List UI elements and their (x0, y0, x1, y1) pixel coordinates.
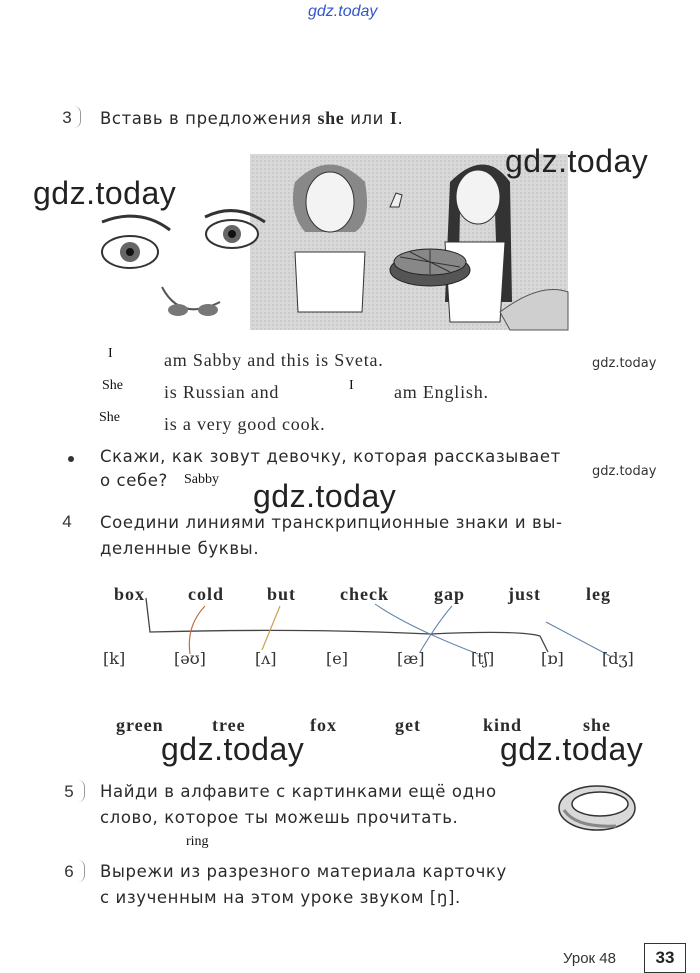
phoneme-dzh: [dʒ] (602, 649, 634, 668)
answer-2: She (102, 378, 123, 393)
task-6-brace (78, 860, 85, 882)
answer-2b: I (349, 378, 354, 393)
watermark-small: gdz.today (592, 464, 657, 479)
task-5-line-2: слово, которое ты можешь прочитать. (100, 808, 459, 827)
phoneme-tsh: [tʃ] (471, 649, 495, 668)
word-gap: gap (434, 584, 466, 604)
watermark-small: gdz.today (592, 356, 657, 371)
watermark-large: gdz.today (33, 175, 177, 211)
word-box: box (114, 584, 146, 604)
lesson-label: Урок 48 (563, 950, 616, 967)
word-green: green (116, 715, 164, 735)
task-4-instruction-1: Соедини линиями транскрипционные знаки и вы- (100, 513, 563, 532)
task-6-number: 6 (64, 862, 74, 881)
sentence-1: am Sabby and this is Sveta. (164, 350, 384, 370)
word-tree: tree (212, 715, 246, 735)
task-6-line-2: с изученным на этом уроке звуком [ŋ]. (100, 888, 461, 907)
watermark-large: gdz.today (253, 478, 397, 514)
task-5-brace (78, 780, 85, 802)
task-6-line-1: Вырежи из разрезного материала карточку (100, 862, 507, 881)
phoneme-wedge: [ʌ] (255, 649, 277, 668)
answer-3: She (99, 410, 120, 425)
phoneme-o: [ɒ] (541, 649, 564, 668)
phoneme-ou: [əʊ] (174, 649, 206, 668)
word-cold: cold (188, 584, 225, 604)
task-5-number: 5 (64, 782, 74, 801)
task-4-instruction-2: деленные буквы. (100, 539, 260, 558)
sentence-2b: am English. (394, 382, 489, 402)
page-number: 33 (644, 943, 686, 973)
task-3-instruction: Вставь в предложения she или I. (100, 108, 404, 128)
word-check: check (340, 584, 389, 604)
question-line-1: Скажи, как зовут девочку, которая рассказывает (100, 447, 561, 466)
question-answer: Sabby (184, 472, 219, 487)
question-line-2: о себе? (100, 471, 168, 490)
word-kind: kind (483, 715, 523, 735)
task-3-number: 3 (62, 108, 72, 127)
watermark-large: gdz.today (505, 143, 649, 179)
phoneme-ae: [æ] (397, 649, 425, 668)
word-get: get (395, 715, 421, 735)
word-leg: leg (586, 584, 611, 604)
answer-1: I (108, 346, 113, 361)
word-but: but (267, 584, 297, 604)
word-fox: fox (310, 715, 337, 735)
ring-picture (556, 780, 638, 841)
sentence-2a: is Russian and (164, 382, 280, 402)
watermark-large: gdz.today (500, 731, 644, 767)
watermark-top: gdz.today (308, 3, 378, 20)
task-5-answer: ring (186, 834, 209, 849)
phoneme-e: [e] (326, 649, 348, 668)
watermark-large: gdz.today (161, 731, 305, 767)
task-4-number: 4 (62, 512, 72, 531)
sentence-3: is a very good cook. (164, 414, 326, 434)
phoneme-k: [k] (103, 649, 126, 668)
word-just: just (508, 584, 542, 604)
word-she: she (583, 715, 612, 735)
task-5-line-1: Найди в алфавите с картинками ещё одно (100, 782, 497, 801)
